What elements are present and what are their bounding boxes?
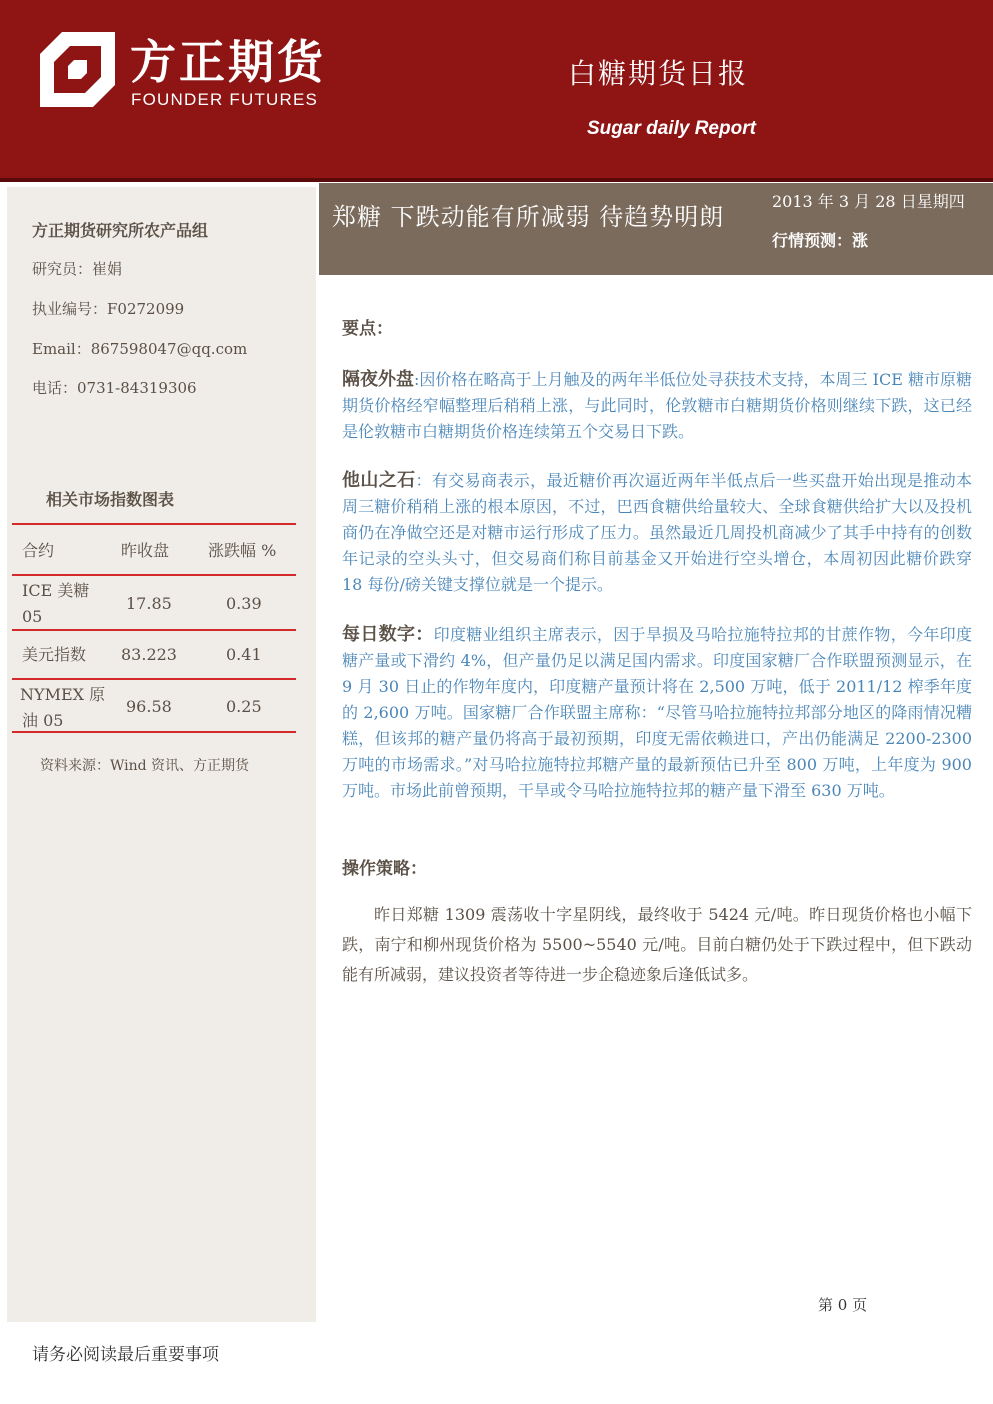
table-row-change: 0.41 [226, 645, 262, 664]
report-date: 2013 年 3 月 28 日星期四 [772, 192, 965, 211]
table-rule [12, 629, 296, 631]
table-row-close: 96.58 [126, 697, 172, 716]
sidebar-license: 执业编号：F0272099 [32, 300, 185, 318]
table-row-name: NYMEX 原 [20, 685, 106, 704]
table-rule-bottom [12, 731, 296, 733]
header-divider [0, 178, 993, 182]
strategy-paragraph: 昨日郑糖 1309 震荡收十字星阴线，最终收于 5424 元/吨。昨日现货价格也小幅下跌，南宁和柳州现货价格为 5500~5540 元/吨。目前白糖仍处于下跌过程中，但下跌动能有所减弱，建议投资者等待进一步企稳迹象后逢低试多。 [342, 905, 972, 984]
table-rule-top [12, 523, 296, 525]
paragraph-lead: 每日数字： [342, 624, 434, 645]
market-forecast: 行情预测：涨 [772, 231, 869, 250]
report-title: 白糖期货日报 [568, 57, 749, 90]
paragraph-daily-numbers [342, 622, 972, 804]
table-row-name: ICE 美糖 [22, 581, 90, 600]
paragraph-lead: 隔夜外盘 [342, 369, 415, 390]
table-rule [12, 678, 296, 680]
table-row-change: 0.39 [226, 594, 262, 613]
sidebar-email: Email：867598047@qq.com [32, 340, 248, 358]
sidebar-analyst: 研究员：崔娟 [32, 260, 123, 278]
sidebar-phone: 电话：0731-84319306 [32, 379, 197, 397]
table-rule [12, 574, 296, 576]
table-row-close: 17.85 [126, 594, 172, 613]
sidebar-org: 方正期货研究所农产品组 [32, 221, 209, 240]
table-header-close: 昨收盘 [121, 541, 170, 560]
footer-disclaimer-note: 请务必阅读最后重要事项 [32, 1345, 219, 1365]
key-points-heading: 要点： [342, 319, 393, 339]
table-header-contract: 合约 [22, 541, 55, 560]
report-subtitle: Sugar daily Report [587, 118, 756, 139]
market-table-title: 相关市场指数图表 [46, 490, 175, 509]
table-row-name: 美元指数 [22, 645, 87, 664]
table-row-name-cont: 油 05 [22, 711, 64, 730]
article-title: 郑糖 下跌动能有所减弱 待趋势明朗 [332, 203, 725, 231]
logo-english-name: FOUNDER FUTURES [131, 90, 319, 109]
paragraph-body: ：有交易商表示，最近糖价再次逼近两年半低点后一些买盘开始出现是推动本周三糖价稍稍上涨的根本原因，不过，巴西食糖供给量较大、全球食糖供给扩大以及投机商仍在净做空还是对糖市运行形成了压力。虽然最近几周投机商减少了其手中持有的创数年记录的空头头寸，但交易商们称目前基金又开始进行空头增仓，本周初因此糖价跌穿 18 每份/磅关键支撑位就是一个提示。 [342, 471, 972, 594]
table-header-change: 涨跌幅 % [208, 541, 277, 560]
logo-chinese-name: 方正期货 [130, 35, 326, 89]
paragraph-overnight [342, 367, 972, 445]
strategy-heading: 操作策略： [342, 859, 427, 879]
paragraph-body: 印度糖业组织主席表示，因于旱损及马哈拉施特拉邦的甘蔗作物，今年印度糖产量或下滑约 4%，但产量仍足以满足国内需求。印度国家糖厂合作联盟预测显示，在 9 月 30 日止的作物年度内，印度糖产量预计将在 2,500 万吨，低于 2011/12 榨季年度的 2,600 万吨。国家糖厂合作联盟主席称：“尽管马哈拉施特拉邦部分地区的降雨情况糟糕，但该邦的糖产量仍将高于最初预期，印度无需依赖进口，产出仍能满足 2200-2300 万吨的市场需求。”对马哈拉施特拉邦糖产量的最新预估已升至 800 万吨，上年度为 900 万吨。市场此前曾预期，干旱或令马哈拉施特拉邦的糖产量下滑至 630 万吨。 [342, 625, 972, 800]
table-row-name-cont: 05 [22, 607, 43, 626]
table-row-change: 0.25 [226, 697, 262, 716]
paragraph-body: :因价格在略高于上月触及的两年半低位处寻获技术支持，本周三 ICE 糖市原糖期货价格经窄幅整理后稍稍上涨，与此同时，伦敦糖市白糖期货价格则继续下跌，这已经是伦敦糖市白糖期货价格连续第五个交易日下跌。 [342, 370, 973, 441]
paragraph-lead: 他山之石 [342, 470, 416, 491]
table-row-close: 83.223 [121, 645, 177, 664]
founder-logo-icon [40, 32, 115, 107]
page-number: 第 0 页 [818, 1296, 868, 1314]
paragraph-outside-view [342, 468, 972, 598]
data-source-note: 资料来源：Wind 资讯、方正期货 [40, 758, 250, 774]
